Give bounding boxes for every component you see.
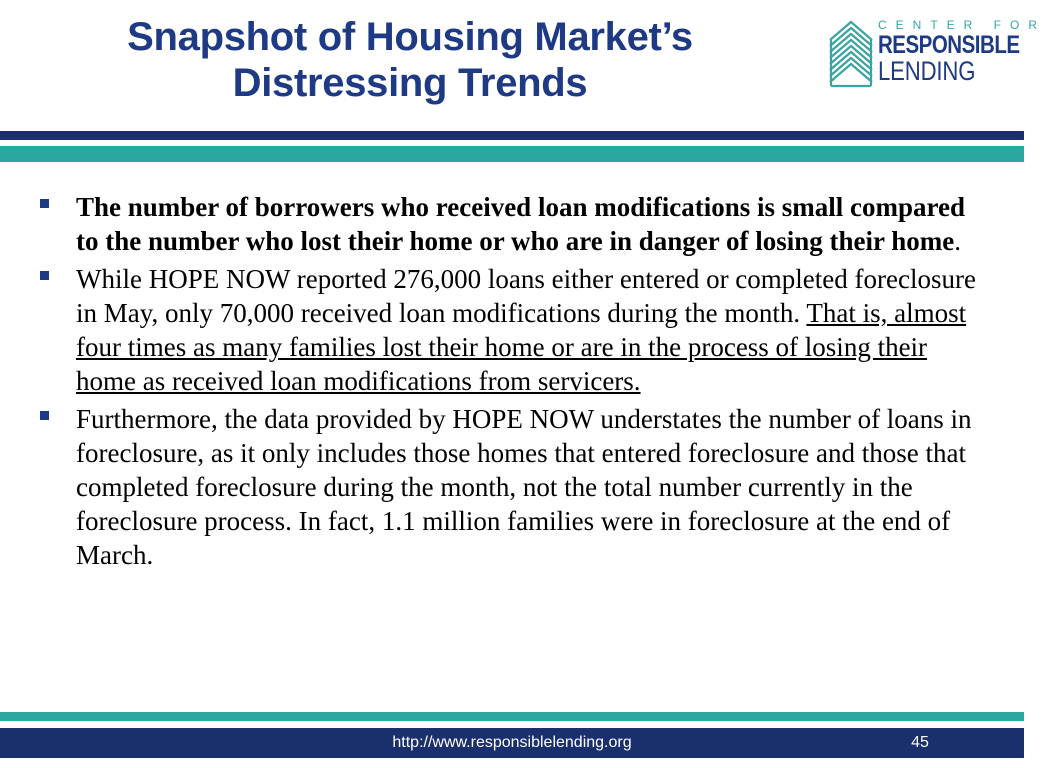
footer-url: http://www.responsiblelending.org [392,734,632,751]
page-number: 45 [911,734,929,751]
slide-title-line-1: Snapshot of Housing Market’s [127,15,693,59]
bullet-item-3 [38,402,988,572]
header-rule-navy [0,131,1024,140]
bullet-square-icon [40,199,49,208]
bullet-2-underlined-text: That is, almost four times as many families lost their home or are in the process of losing their home as received loan modifications from servicers. [76,298,967,396]
center-for-responsible-lending-logo [828,14,1046,90]
bullet-3-text: Furthermore, the data provided by HOPE NOW understates the number of loans in foreclosure, as it only includes those homes that entered foreclosure and those that completed foreclosure during the month, not the total number currently in the foreclosure process. In fact, 1.1 million families were in foreclosure at the end of March. [76,404,972,570]
slide-title [40,14,780,106]
bullet-square-icon [40,411,49,420]
slide-title-line-2: Distressing Trends [232,61,588,105]
logo-responsible: RESPONSIBLE [878,31,1020,59]
bullet-1-text: The number of borrowers who received loan modifications is small compared to the number who lost their home or who are in danger of losing their home [76,192,965,256]
bullet-2-text: While HOPE NOW reported 276,000 loans either entered or completed foreclosure in May, only 70,000 received loan modifications during the month. [76,264,976,328]
bullet-1-period: . [954,226,962,256]
header-rule-teal [0,146,1024,162]
logo-text [878,18,1051,84]
logo-lending: LENDING [878,56,976,86]
bullet-item-1 [38,190,988,258]
logo-center-for: CENTER FOR [878,18,1046,32]
footer-rule-teal [0,712,1024,721]
bullet-square-icon [40,271,49,280]
house-stripes-icon [828,16,874,88]
bullet-list [38,190,988,572]
bullet-item-2 [38,262,988,398]
